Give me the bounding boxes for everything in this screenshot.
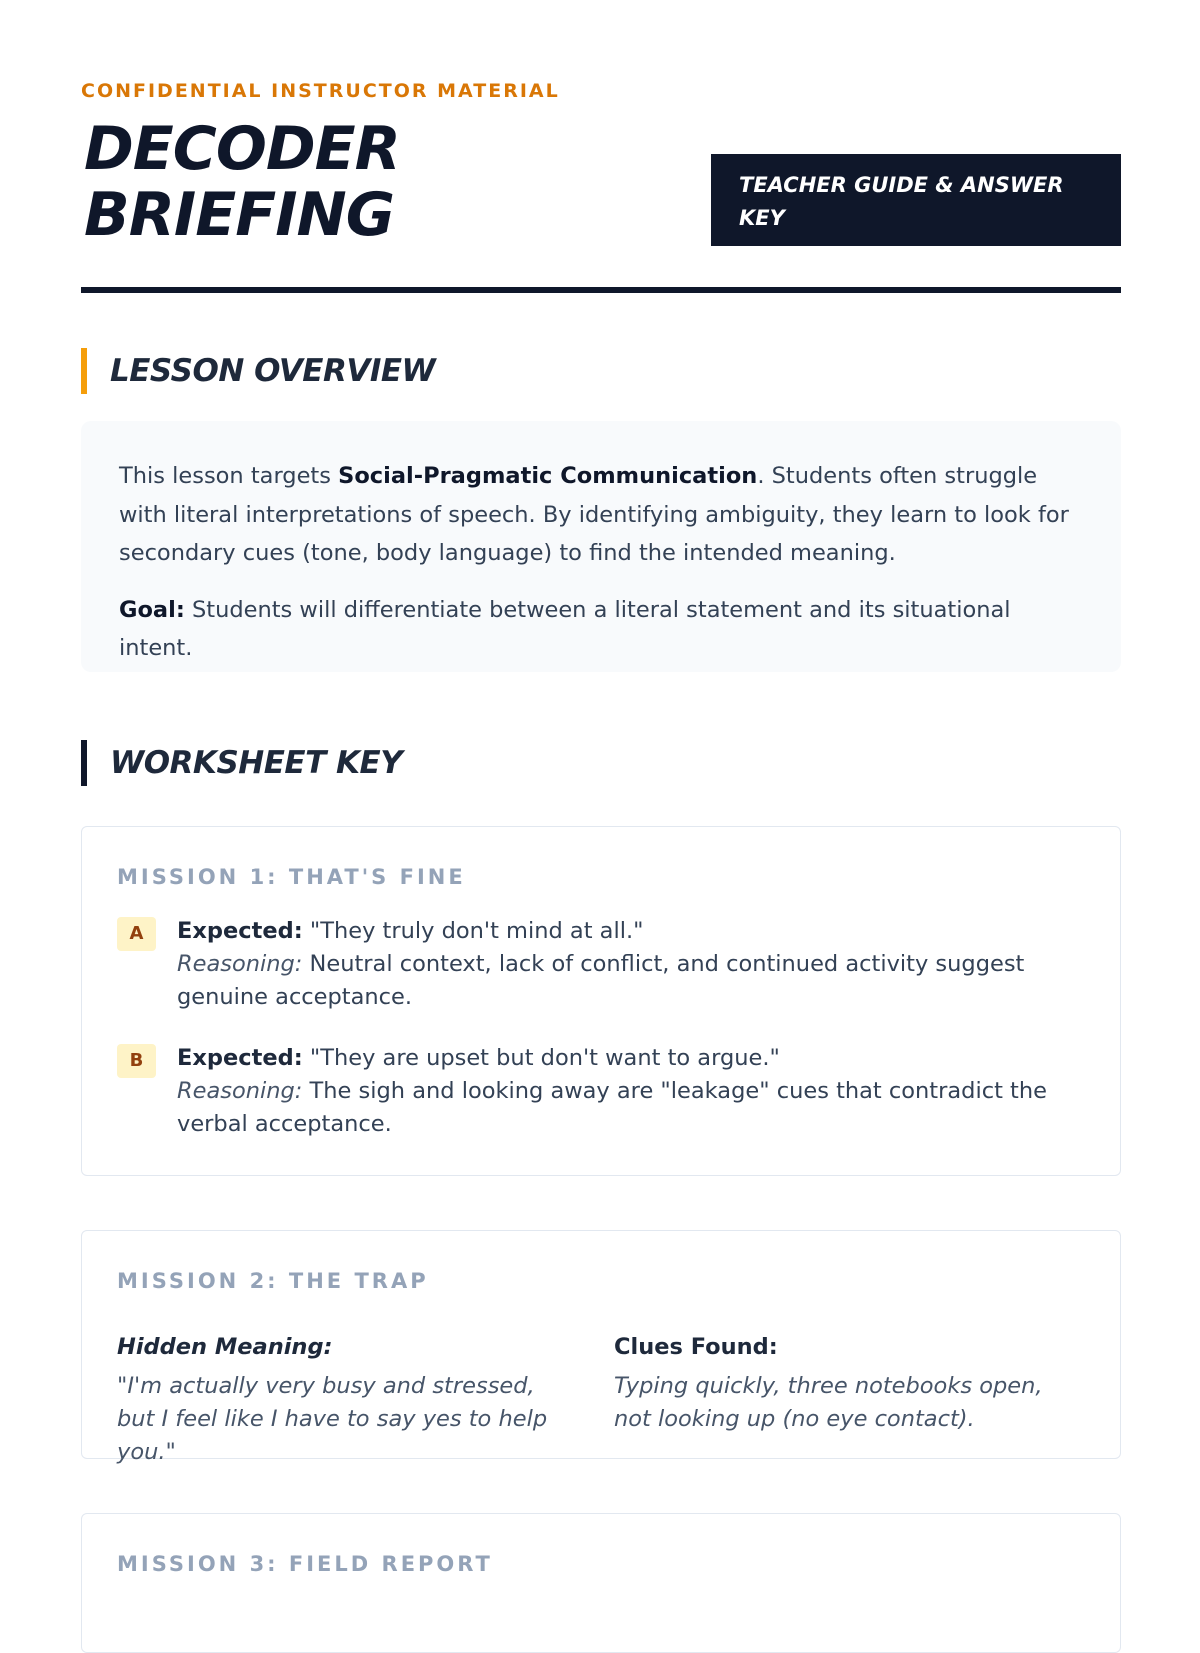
answer-b: B Expected: "They are upset but don't want to argue." Reasoning: The sigh and looking away are "leakage" cues that contradict the verbal acceptance. bbox=[117, 1042, 1087, 1141]
answer-letter-badge: B bbox=[117, 1044, 156, 1078]
page-title: DECODER BRIEFING bbox=[84, 114, 400, 250]
answer-letter-badge: A bbox=[117, 917, 156, 951]
clues-found-label: Clues Found: bbox=[614, 1334, 778, 1360]
mission-2-title: MISSION 2: THE TRAP bbox=[117, 1269, 429, 1293]
overview-goal: Goal: Students will differentiate between a literal statement and its situational intent. bbox=[119, 596, 1011, 661]
header-divider bbox=[81, 287, 1121, 293]
mission-1-card bbox=[81, 826, 1121, 1176]
overview-intro: This lesson targets Social-Pragmatic Communication. Students often struggle with literal interpretations of speech. By identifying ambiguity, they learn to look for secondary cues (tone, body language) to find the intended meaning. bbox=[119, 463, 1069, 566]
clues-found-column bbox=[614, 1331, 1069, 1436]
hidden-meaning-column bbox=[117, 1331, 572, 1469]
lesson-overview-panel bbox=[81, 421, 1121, 672]
hidden-meaning-label: Hidden Meaning: bbox=[117, 1334, 333, 1360]
confidential-label: CONFIDENTIAL INSTRUCTOR MATERIAL bbox=[81, 80, 560, 102]
mission-1-title: MISSION 1: THAT'S FINE bbox=[117, 865, 466, 889]
clues-found-text: Typing quickly, three notebooks open, not looking up (no eye contact). bbox=[614, 1373, 1043, 1432]
mission-3-title: MISSION 3: FIELD REPORT bbox=[117, 1552, 493, 1576]
mission-2-card bbox=[81, 1230, 1121, 1465]
worksheet-key-heading: WORKSHEET KEY bbox=[81, 740, 402, 786]
mission-3-card bbox=[81, 1513, 1121, 1653]
skill-name: Social-Pragmatic Communication bbox=[338, 463, 758, 489]
hidden-meaning-text: "I'm actually very busy and stressed, but I feel like I have to say yes to help you." bbox=[117, 1373, 548, 1465]
answer-a: A Expected: "They truly don't mind at all." Reasoning: Neutral context, lack of conflict, and continued activity suggest genuine acceptance. bbox=[117, 915, 1087, 1014]
lesson-overview-heading: LESSON OVERVIEW bbox=[81, 348, 435, 394]
teacher-guide-badge: TEACHER GUIDE & ANSWER KEY bbox=[711, 154, 1121, 246]
goal-label: Goal: bbox=[119, 596, 185, 623]
